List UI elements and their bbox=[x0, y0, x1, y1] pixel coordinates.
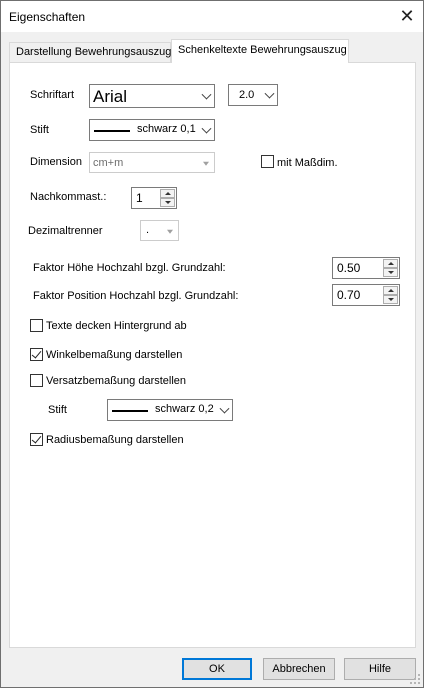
line-sample-icon bbox=[94, 130, 130, 132]
stift2-label: Stift bbox=[48, 404, 67, 416]
window-title: Eigenschaften bbox=[9, 10, 86, 24]
ok-button[interactable] bbox=[182, 658, 252, 680]
close-icon[interactable]: ✕ bbox=[399, 6, 415, 26]
mit-massdim-label: mit Maßdim. bbox=[277, 157, 338, 169]
arrow-down-icon bbox=[388, 298, 394, 301]
spin-up-button[interactable] bbox=[383, 259, 398, 268]
font-select-value: Arial bbox=[93, 87, 128, 106]
arrow-up-icon bbox=[165, 192, 171, 195]
title-bar bbox=[1, 1, 423, 32]
font-select[interactable] bbox=[89, 84, 215, 108]
dropdown-arrow-icon bbox=[167, 229, 173, 233]
faktor-position-stepper[interactable] bbox=[332, 284, 400, 306]
radiusbemassung-label: Radiusbemaßung darstellen bbox=[46, 434, 184, 446]
schriftart-label: Schriftart bbox=[30, 89, 75, 101]
stift-label: Stift bbox=[30, 124, 49, 136]
mit-massdim-checkbox[interactable] bbox=[261, 155, 274, 168]
dimension-select[interactable] bbox=[89, 152, 215, 173]
pen-select-value: schwarz 0,1 bbox=[137, 123, 196, 135]
pen-select[interactable] bbox=[89, 119, 215, 141]
texte-decken-checkbox[interactable] bbox=[30, 319, 43, 332]
decimal-separator-select[interactable] bbox=[140, 220, 179, 241]
versatzbemassung-checkbox[interactable] bbox=[30, 374, 43, 387]
spin-down-button[interactable] bbox=[383, 295, 398, 304]
faktor-hoehe-stepper[interactable] bbox=[332, 257, 400, 279]
versatzbemassung-label: Versatzbemaßung darstellen bbox=[46, 375, 187, 387]
radiusbemassung-checkbox[interactable] bbox=[30, 433, 43, 446]
arrow-up-icon bbox=[388, 262, 394, 265]
faktor-hoehe-value: 0.50 bbox=[337, 261, 361, 275]
tab-label: Darstellung Bewehrungsauszug bbox=[16, 46, 172, 58]
chevron-down-icon bbox=[220, 404, 230, 414]
dropdown-arrow-icon bbox=[203, 161, 209, 165]
dezimaltrenner-label: Dezimaltrenner bbox=[28, 225, 103, 237]
chevron-down-icon bbox=[202, 124, 212, 134]
arrow-down-icon bbox=[165, 201, 171, 204]
arrow-up-icon bbox=[388, 289, 394, 292]
arrow-down-icon bbox=[388, 271, 394, 274]
decimal-places-value: 1 bbox=[136, 191, 143, 205]
line-sample-icon bbox=[112, 410, 148, 412]
winkelbemassung-label: Winkelbemaßung darstellen bbox=[46, 349, 183, 361]
faktor-position-label: Faktor Position Hochzahl bzgl. Grundzahl: bbox=[33, 290, 239, 302]
tab-panel bbox=[9, 62, 416, 648]
decimal-separator-value: . bbox=[146, 224, 150, 236]
chevron-down-icon bbox=[202, 90, 212, 100]
tab-darstellung-bewehrungsauszug[interactable] bbox=[9, 42, 171, 63]
pen2-select-value: schwarz 0,2 bbox=[155, 403, 214, 415]
nachkommast-label: Nachkommast.: bbox=[30, 191, 107, 203]
pen2-select[interactable] bbox=[107, 399, 233, 421]
spin-up-button[interactable] bbox=[383, 286, 398, 295]
dimension-select-value: cm+m bbox=[93, 157, 124, 169]
decimal-places-stepper[interactable] bbox=[131, 187, 177, 209]
dimension-label: Dimension bbox=[30, 156, 82, 168]
cancel-button[interactable] bbox=[263, 658, 335, 680]
spin-down-button[interactable] bbox=[383, 268, 398, 277]
help-button[interactable] bbox=[344, 658, 416, 680]
tab-label: Schenkeltexte Bewehrungsauszug bbox=[178, 44, 347, 56]
tab-schenkeltexte-bewehrungsauszug[interactable] bbox=[171, 39, 349, 63]
spin-down-button[interactable] bbox=[160, 198, 175, 207]
font-size-select[interactable] bbox=[228, 84, 278, 106]
faktor-position-value: 0.70 bbox=[337, 288, 361, 302]
chevron-down-icon bbox=[265, 89, 275, 99]
help-button-label: Hilfe bbox=[368, 663, 391, 675]
resize-grip-icon[interactable] bbox=[410, 674, 420, 684]
texte-decken-label: Texte decken Hintergrund ab bbox=[46, 320, 187, 332]
ok-button-label: OK bbox=[209, 663, 225, 675]
faktor-hoehe-label: Faktor Höhe Hochzahl bzgl. Grundzahl: bbox=[33, 262, 226, 274]
cancel-button-label: Abbrechen bbox=[272, 663, 326, 675]
font-size-value: 2.0 bbox=[239, 89, 255, 101]
winkelbemassung-checkbox[interactable] bbox=[30, 348, 43, 361]
spin-up-button[interactable] bbox=[160, 189, 175, 198]
